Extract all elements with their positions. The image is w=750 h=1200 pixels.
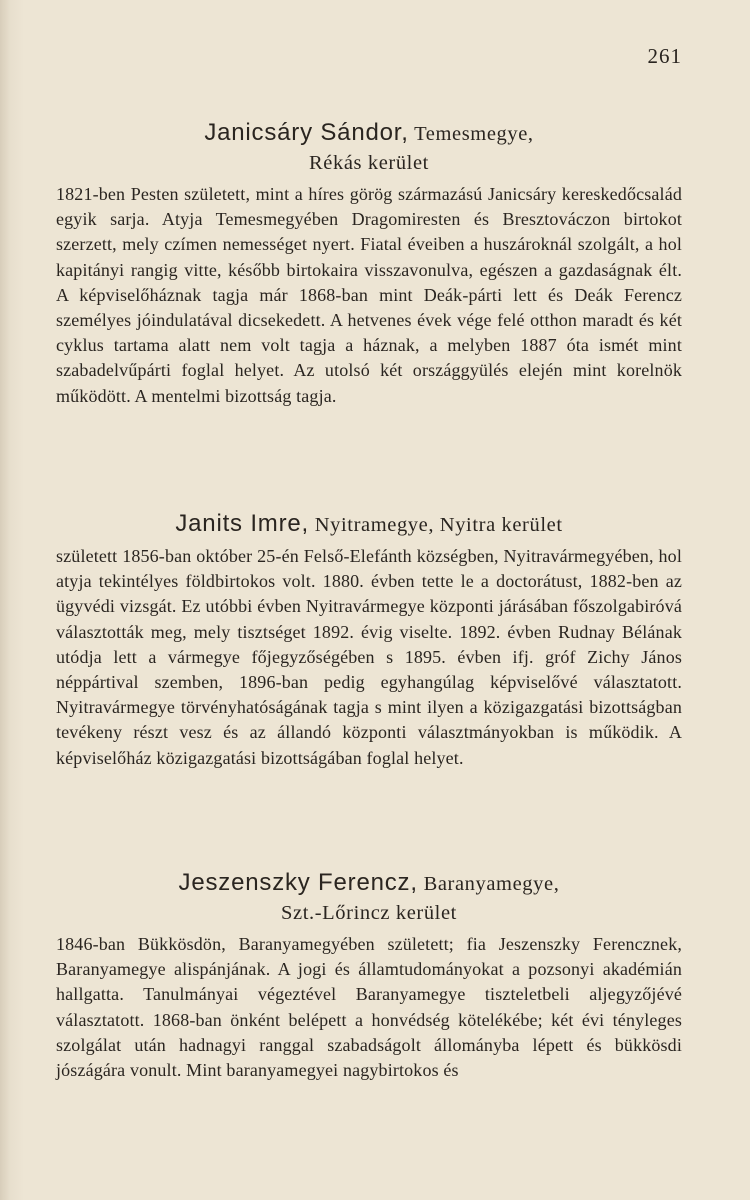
biography-entry — [56, 868, 682, 1083]
constituency-county: Temesmegye, — [414, 123, 534, 145]
entry-text: született 1856-ban október 25-én Felső-Elefánth községben, Nyitravármegyében, hol atyja tekintélyes földbirtokos volt. 1880. évben tette le a doctorátust, 1882-ben az ügyvédi vizsgát. Ez utóbbi évben Nyitravármegye központi járásában főszolgabiróvá választották meg, mely tisztséget 1892. évig viselte. 1892. évben Rudnay Bélának utódja lett a vármegye főjegyzőségében s 1895. évben ifj. gróf Zichy János néppártival szemben, 1896-ban pedig egyhangúlag képviselővé választatott. Nyitravármegye törvényhatóságának tagja s mint ilyen a közigazgatási bizottságban tevékeny részt vesz és az állandó központi választmányokban is működik. A képviselőház közigazgatási bizottságában foglal helyet. — [56, 546, 682, 768]
constituency-county: Nyitramegye, Nyitra kerület — [314, 514, 563, 536]
constituency-district: Szt.-Lőrincz kerület — [281, 902, 457, 924]
entry-heading — [56, 118, 682, 178]
page-number: 261 — [647, 44, 682, 68]
person-name: Janits Imre, — [175, 510, 309, 537]
constituency-county: Baranyamegye, — [423, 873, 560, 895]
entry-heading — [56, 868, 682, 928]
constituency-district: Rékás kerület — [309, 152, 429, 174]
biography-entry — [56, 509, 682, 771]
entry-text: 1821-ben Pesten született, mint a híres görög származású Janicsáry kereskedőcsalád egyik sarja. Atyja Temesmegyében Dragomiresten és Bresztováczon birtokot szerzett, mely czímen nemességet nyert. Fiatal éveiben a huszároknál szolgált, a hol kapitányi rangig vitte, később birtokaira visszavonulva, egészen a gazdaságnak élt. A képviselőháznak tagja már 1868-ban mint Deák-párti lett és Deák Ferencz személyes jóindulatával dicsekedett. A hetvenes évek vége felé otthon maradt és két cyklus tartama alatt nem volt tagja a háznak, a melyben 1887 óta ismét mint szabadelvűpárti foglal helyet. Az utolsó két országgyülés elején mint korelnök működött. A mentelmi bizottság tagja. — [56, 184, 682, 406]
entry-text: 1846-ban Bükkösdön, Baranyamegyében született; fia Jeszenszky Ferencznek, Baranyamegye alispánjának. A jogi és államtudományokat a pozsonyi akadémián hallgatta. Tanulmányai végeztével Baranyamegye tiszteletbeli aljegyzőjévé választatott. 1868-ban önként belépett a honvédség kötelékébe; két évi tényleges szolgálat után hadnagyi ranggal szabadságolt állományba lépett és bükkösdi jószágára vonult. Mint baranyamegyei nagybirtokos és — [56, 934, 682, 1081]
biography-entry — [56, 118, 682, 409]
entry-heading — [56, 509, 682, 540]
person-name: Jeszenszky Ferencz, — [178, 869, 418, 896]
person-name: Janicsáry Sándor, — [204, 119, 409, 146]
